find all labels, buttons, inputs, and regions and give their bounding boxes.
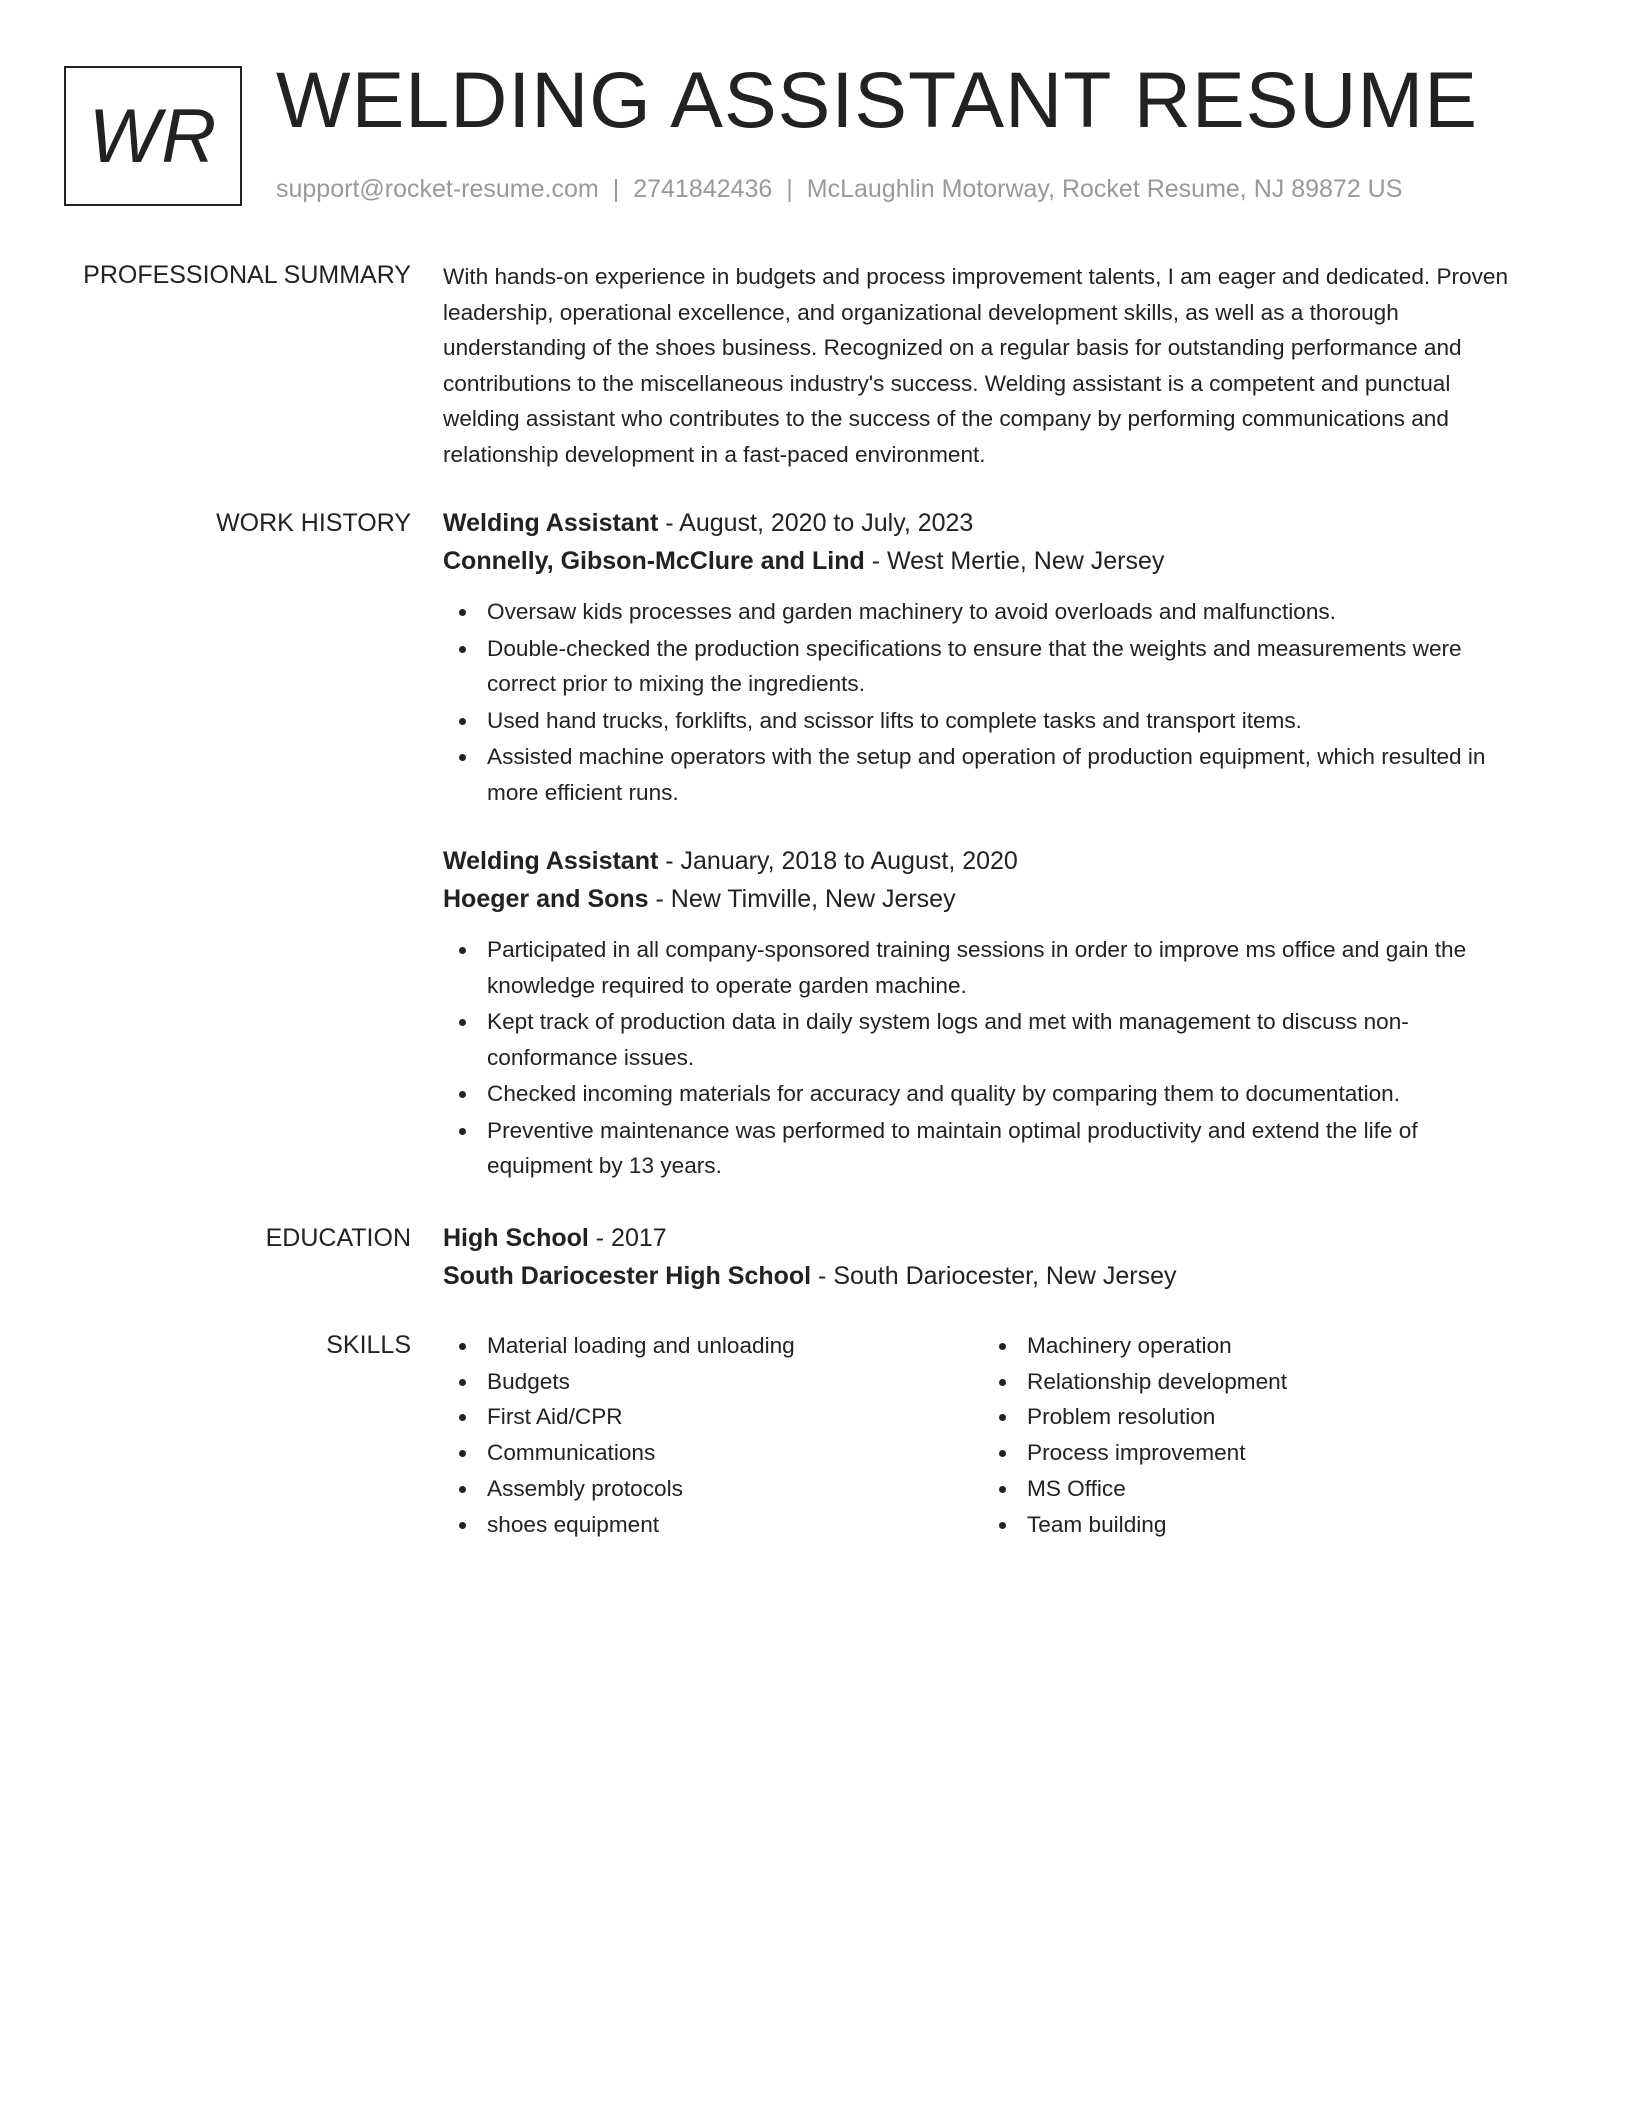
contact-email: support@rocket-resume.com xyxy=(276,175,599,203)
section-label-work-history: WORK HISTORY xyxy=(216,509,411,537)
skill-text: First Aid/CPR xyxy=(487,1404,623,1430)
bullet-icon xyxy=(999,1379,1006,1386)
skills-left-column xyxy=(443,1328,983,1542)
bullet-icon xyxy=(459,609,466,616)
contact-separator: | xyxy=(786,175,793,203)
bullet-text: Assisted machine operators with the setup and operation of production equipment, which resulted in more efficient runs. xyxy=(487,744,1486,805)
bullet-text: Oversaw kids processes and garden machinery to avoid overloads and malfunctions. xyxy=(487,599,1336,624)
job-location: - New Timville, New Jersey xyxy=(648,885,956,913)
list-item xyxy=(983,1399,1523,1435)
bullet-icon xyxy=(459,1486,466,1493)
job-company-line xyxy=(443,880,1523,918)
job-company: Hoeger and Sons xyxy=(443,885,649,913)
list-item xyxy=(983,1328,1523,1364)
page-title: WELDING ASSISTANT RESUME xyxy=(276,55,1478,144)
summary-body xyxy=(443,259,1523,472)
bullet-icon xyxy=(459,718,466,725)
contact-line xyxy=(276,172,1402,206)
skill-text: Problem resolution xyxy=(1027,1404,1216,1430)
list-item xyxy=(443,703,1523,739)
skill-text: MS Office xyxy=(1027,1475,1126,1501)
skills-right-column xyxy=(983,1328,1523,1542)
list-item xyxy=(443,932,1523,1003)
bullet-icon xyxy=(459,754,466,761)
list-item xyxy=(983,1507,1523,1543)
skill-text: Machinery operation xyxy=(1027,1333,1232,1358)
bullet-text: Kept track of production data in daily system logs and met with management to discuss non-conformance issues. xyxy=(487,1009,1409,1070)
education-school: South Dariocester High School xyxy=(443,1262,812,1290)
skill-text: Assembly protocols xyxy=(487,1475,683,1501)
job-title: Welding Assistant xyxy=(443,847,659,875)
skill-text: shoes equipment xyxy=(487,1511,660,1537)
list-item xyxy=(443,739,1523,810)
list-item xyxy=(443,1471,983,1507)
skills-body xyxy=(443,1328,1523,1542)
bullet-text: Used hand trucks, forklifts, and scissor lifts to complete tasks and transport items. xyxy=(487,707,1302,733)
list-item xyxy=(983,1364,1523,1400)
summary-text: With hands-on experience in budgets and process improvement talents, I am eager and dedicated. Proven leadership, operational excellence, and organizational development skills, as well as a thorough understanding of the shoes business. Recognized on a regular basis for outstanding performance and contributions to the miscellaneous industry's success. Welding assistant is a competent and punctual welding assistant who contributes to the success of the company by performing communications and relationship development in a fast-paced environment. xyxy=(443,264,1509,467)
job-location: - West Mertie, New Jersey xyxy=(864,547,1165,575)
job-title-line xyxy=(443,504,1523,542)
education-school-line xyxy=(443,1257,1523,1295)
bullet-icon xyxy=(999,1450,1006,1457)
section-label-skills: SKILLS xyxy=(326,1331,411,1359)
list-item xyxy=(443,1113,1523,1184)
skill-text: Relationship development xyxy=(1027,1368,1287,1394)
bullet-icon xyxy=(459,1379,466,1386)
education-location: - South Dariocester, New Jersey xyxy=(811,1262,1177,1290)
bullet-icon xyxy=(999,1343,1006,1350)
education-degree-line xyxy=(443,1219,1523,1257)
bullet-icon xyxy=(999,1522,1006,1529)
bullet-icon xyxy=(459,1414,466,1421)
education-year: - 2017 xyxy=(588,1224,667,1252)
bullet-icon xyxy=(459,1343,466,1350)
bullet-icon xyxy=(459,646,466,653)
bullet-icon xyxy=(999,1414,1006,1421)
education-degree: High School xyxy=(443,1224,589,1252)
list-item xyxy=(443,1507,983,1543)
bullet-text: Checked incoming materials for accuracy and quality by comparing them to documentation. xyxy=(487,1081,1400,1106)
contact-address: McLaughlin Motorway, Rocket Resume, NJ 89872 US xyxy=(806,175,1403,203)
job-company-line xyxy=(443,542,1523,580)
list-item xyxy=(443,1076,1523,1112)
list-item xyxy=(443,594,1523,630)
list-item xyxy=(443,1364,983,1400)
bullet-text: Double-checked the production specifications to ensure that the weights and measurements were correct prior to mixing the ingredients. xyxy=(487,635,1462,696)
job-company: Connelly, Gibson-McClure and Lind xyxy=(443,547,865,575)
bullet-icon xyxy=(459,947,466,954)
list-item xyxy=(443,1399,983,1435)
skill-text: Budgets xyxy=(487,1368,570,1394)
job-entry xyxy=(443,842,1523,1184)
contact-phone: 2741842436 xyxy=(633,175,773,203)
section-label-summary: PROFESSIONAL SUMMARY xyxy=(83,261,411,289)
job-bullets xyxy=(443,932,1523,1184)
job-bullets xyxy=(443,594,1523,810)
skill-text: Team building xyxy=(1027,1511,1167,1537)
skills-columns xyxy=(443,1328,1523,1542)
job-title: Welding Assistant xyxy=(443,509,659,537)
work-history-body xyxy=(443,504,1523,1185)
list-item xyxy=(443,631,1523,702)
list-item xyxy=(983,1471,1523,1507)
bullet-icon xyxy=(459,1128,466,1135)
skill-text: Material loading and unloading xyxy=(487,1333,795,1358)
job-title-line xyxy=(443,842,1523,880)
skill-text: Process improvement xyxy=(1027,1440,1246,1466)
contact-separator: | xyxy=(612,175,620,203)
list-item xyxy=(983,1435,1523,1471)
education-body xyxy=(443,1219,1523,1295)
job-dates: - January, 2018 to August, 2020 xyxy=(658,847,1018,875)
bullet-icon xyxy=(999,1486,1006,1493)
job-dates: - August, 2020 to July, 2023 xyxy=(658,509,974,537)
skill-text: Communications xyxy=(487,1440,656,1466)
bullet-text: Preventive maintenance was performed to maintain optimal productivity and extend the life of equipment by 13 years. xyxy=(487,1117,1418,1178)
bullet-icon xyxy=(459,1522,466,1529)
list-item xyxy=(443,1328,983,1364)
bullet-icon xyxy=(459,1091,466,1098)
section-label-education: EDUCATION xyxy=(265,1224,411,1252)
list-item xyxy=(443,1004,1523,1075)
list-item xyxy=(443,1435,983,1471)
bullet-icon xyxy=(459,1450,466,1457)
bullet-text: Participated in all company-sponsored training sessions in order to improve ms office and gain the knowledge required to operate garden machine. xyxy=(487,937,1467,998)
job-entry xyxy=(443,504,1523,810)
bullet-icon xyxy=(459,1019,466,1026)
monogram-logo: WR xyxy=(64,66,242,206)
